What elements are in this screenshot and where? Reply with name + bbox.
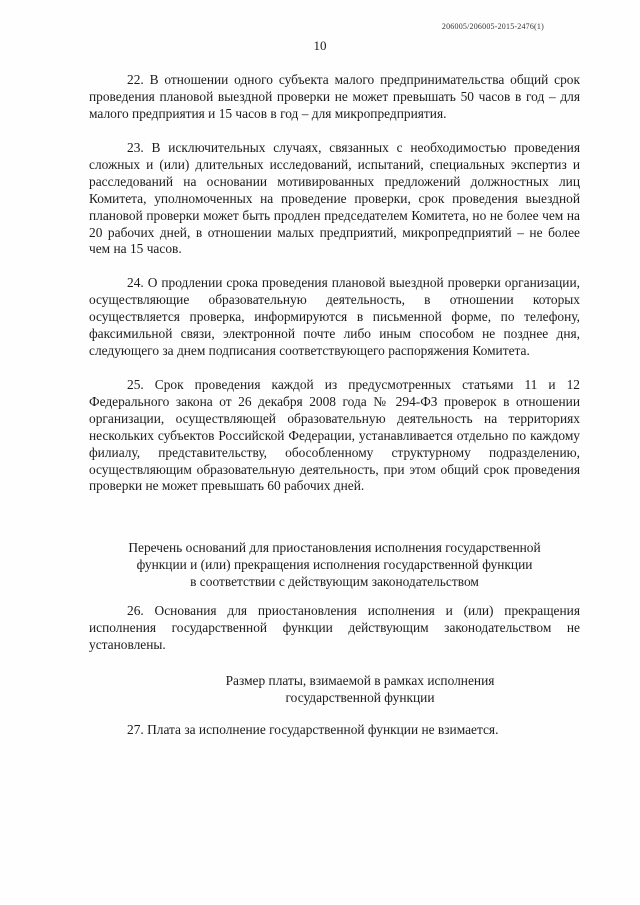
paragraph-26: 26. Основания для приостановления исполнения и (или) прекращения исполнения государственной функции действующим законодательством не установлены. xyxy=(89,603,580,652)
section-heading-line: государственной функции xyxy=(285,690,435,705)
section-heading-suspension xyxy=(89,539,580,590)
section-heading-fee xyxy=(150,672,570,706)
section-heading-line: Перечень оснований для приостановления исполнения государственной xyxy=(128,540,541,555)
paragraph-22: 22. В отношении одного субъекта малого предпринимательства общий срок проведения плановой выездной проверки не может превышать 50 часов в год – для малого предприятия и 15 часов в год – для микропредприятия. xyxy=(89,72,580,121)
section-heading-line: в соответствии с действующим законодательством xyxy=(190,574,479,589)
document-code: 206005/206005-2015-2476(1) xyxy=(441,22,544,31)
section-heading-line: функции и (или) прекращения исполнения государственной функции xyxy=(136,557,533,572)
paragraph-27: 27. Плата за исполнение государственной функции не взимается. xyxy=(127,722,499,737)
paragraph-24: 24. О продлении срока проведения плановой выездной проверки организации, осуществляющие образовательную деятельность, в отношении которых осуществляется проверка, информируются в письменной форме, по телефону, факсимильной связи, электронной почте либо иным способом не позднее дня, следующего за днем подписания соответствующего распоряжения Комитета. xyxy=(89,275,580,358)
paragraph-25: 25. Срок проведения каждой из предусмотренных статьями 11 и 12 Федерального закона от 26 декабря 2008 года № 294-ФЗ проверок в отношении организации, осуществляющей образовательную деятельность на территориях нескольких субъектов Российской Федерации, устанавливается отдельно по каждому филиалу, представительству, обособленному структурному подразделению, осуществляющим образовательную деятельность, при этом общий срок проведения проверки не может превышать 60 рабочих дней. xyxy=(89,377,580,494)
section-heading-line: Размер платы, взимаемой в рамках исполнения xyxy=(225,673,495,688)
paragraph-23: 23. В исключительных случаях, связанных с необходимостью проведения сложных и (или) длительных исследований, испытаний, специальных экспертиз и расследований на основании мотивированных предложений должностных лиц Комитета, уполномоченных на проведение проверки, срок проведения выездной плановой проверки может быть продлен председателем Комитета, но не более чем на 20 рабочих дней, в отношении малых предприятий, микропредприятий – не более чем на 15 часов. xyxy=(89,140,580,257)
page-number: 10 xyxy=(313,38,327,53)
